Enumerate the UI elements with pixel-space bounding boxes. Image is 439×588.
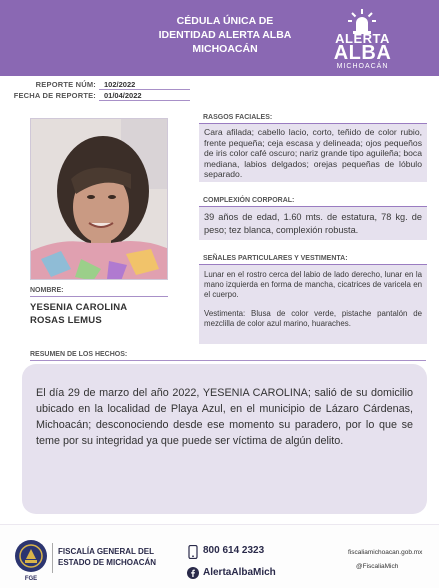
facial-features-box (199, 123, 427, 182)
distinguishing-marks-label: SEÑALES PARTICULARES Y VESTIMENTA: (203, 255, 348, 262)
twitter-handle[interactable]: @FiscaliaMich (356, 563, 399, 570)
person-photo (30, 118, 168, 280)
title-line-1: CÉDULA ÚNICA DE (176, 15, 274, 27)
facebook-handle[interactable]: AlertaAlbaMich (203, 567, 276, 578)
name-underline (30, 296, 168, 297)
logo-michoacan-text: MICHOACÁN (336, 63, 389, 70)
phone-number[interactable]: 800 614 2323 (203, 545, 265, 556)
fge-divider (52, 543, 53, 573)
body-build-text: 39 años de edad, 1.60 mts. de estatura, 78 kg. de peso; tez blanca, complexión robusta. (204, 212, 422, 235)
fge-name-line-1: FISCALÍA GENERAL DEL (58, 547, 155, 556)
logo-alerta-text: ALERTA (335, 31, 390, 46)
phone-icon (188, 545, 198, 559)
person-portrait-illustration (31, 119, 168, 280)
summary-underline (30, 360, 426, 361)
report-number-underline (99, 89, 190, 90)
website-link[interactable]: fiscaliamichoacan.gob.mx (348, 549, 423, 556)
fge-emblem-icon (14, 539, 48, 573)
title-line-3: MICHOACÁN (192, 43, 258, 55)
document-title (150, 14, 300, 56)
facebook-icon (187, 567, 199, 579)
summary-text: El día 29 de marzo del año 2022, YESENIA CAROLINA; salió de su domicilio ubicado en la localidad de Playa Azul, en el municipio de Lázaro Cárdenas, Michoacán; desconociendo desde ese momento su paradero, por lo que se teme por su integridad ya que puede ser víctima de algún delito. (36, 387, 413, 447)
name-label: NOMBRE: (30, 287, 64, 294)
facial-features-label: RASGOS FACIALES: (203, 114, 273, 121)
fge-name (58, 547, 156, 568)
body-build-box (199, 206, 427, 240)
logo-alba-text: ALBA (333, 42, 392, 64)
header-banner (0, 0, 439, 76)
summary-label: RESUMEN DE LOS HECHOS: (30, 351, 128, 358)
person-name-line-2: ROSAS LEMUS (30, 315, 102, 326)
facial-features-text: Cara afilada; cabello lacio, corto, teñido de color rubio, frente pequeña; ceja escasa y delineada; ojos pequeños de iris color café oscuro; nariz grande tipo aguileña; boca mediana, labios delgados; orejas pequeñas de lóbulo separado. (204, 127, 422, 180)
report-number-label: REPORTE NÚM: (35, 80, 96, 89)
title-line-2: IDENTIDAD ALERTA ALBA (158, 29, 292, 41)
report-date-underline (99, 100, 190, 101)
report-number-value: 102/2022 (104, 80, 136, 89)
summary-box (22, 364, 427, 514)
report-date-value: 01/04/2022 (104, 91, 142, 100)
clothing-text: Vestimenta: Blusa de color verde, pistache pantalón de mezclilla de color azul marino, huaraches. (204, 308, 422, 328)
distinguishing-marks-text: Lunar en el rostro cerca del labio de lado derecho, lunar en la mano izquierda en forma de mancha, cicatrices de varicela en el cuerpo. (204, 270, 422, 300)
body-build-label: COMPLEXIÓN CORPORAL: (203, 197, 295, 204)
report-date-label: FECHA DE REPORTE: (13, 91, 96, 100)
footer (0, 524, 439, 588)
fge-name-line-2: ESTADO DE MICHOACÁN (58, 557, 157, 567)
distinguishing-marks-box (199, 264, 427, 344)
person-name-line-1: YESENIA CAROLINA (30, 302, 128, 313)
alerta-alba-logo (325, 6, 400, 72)
fge-acronym: FGE (24, 576, 38, 582)
